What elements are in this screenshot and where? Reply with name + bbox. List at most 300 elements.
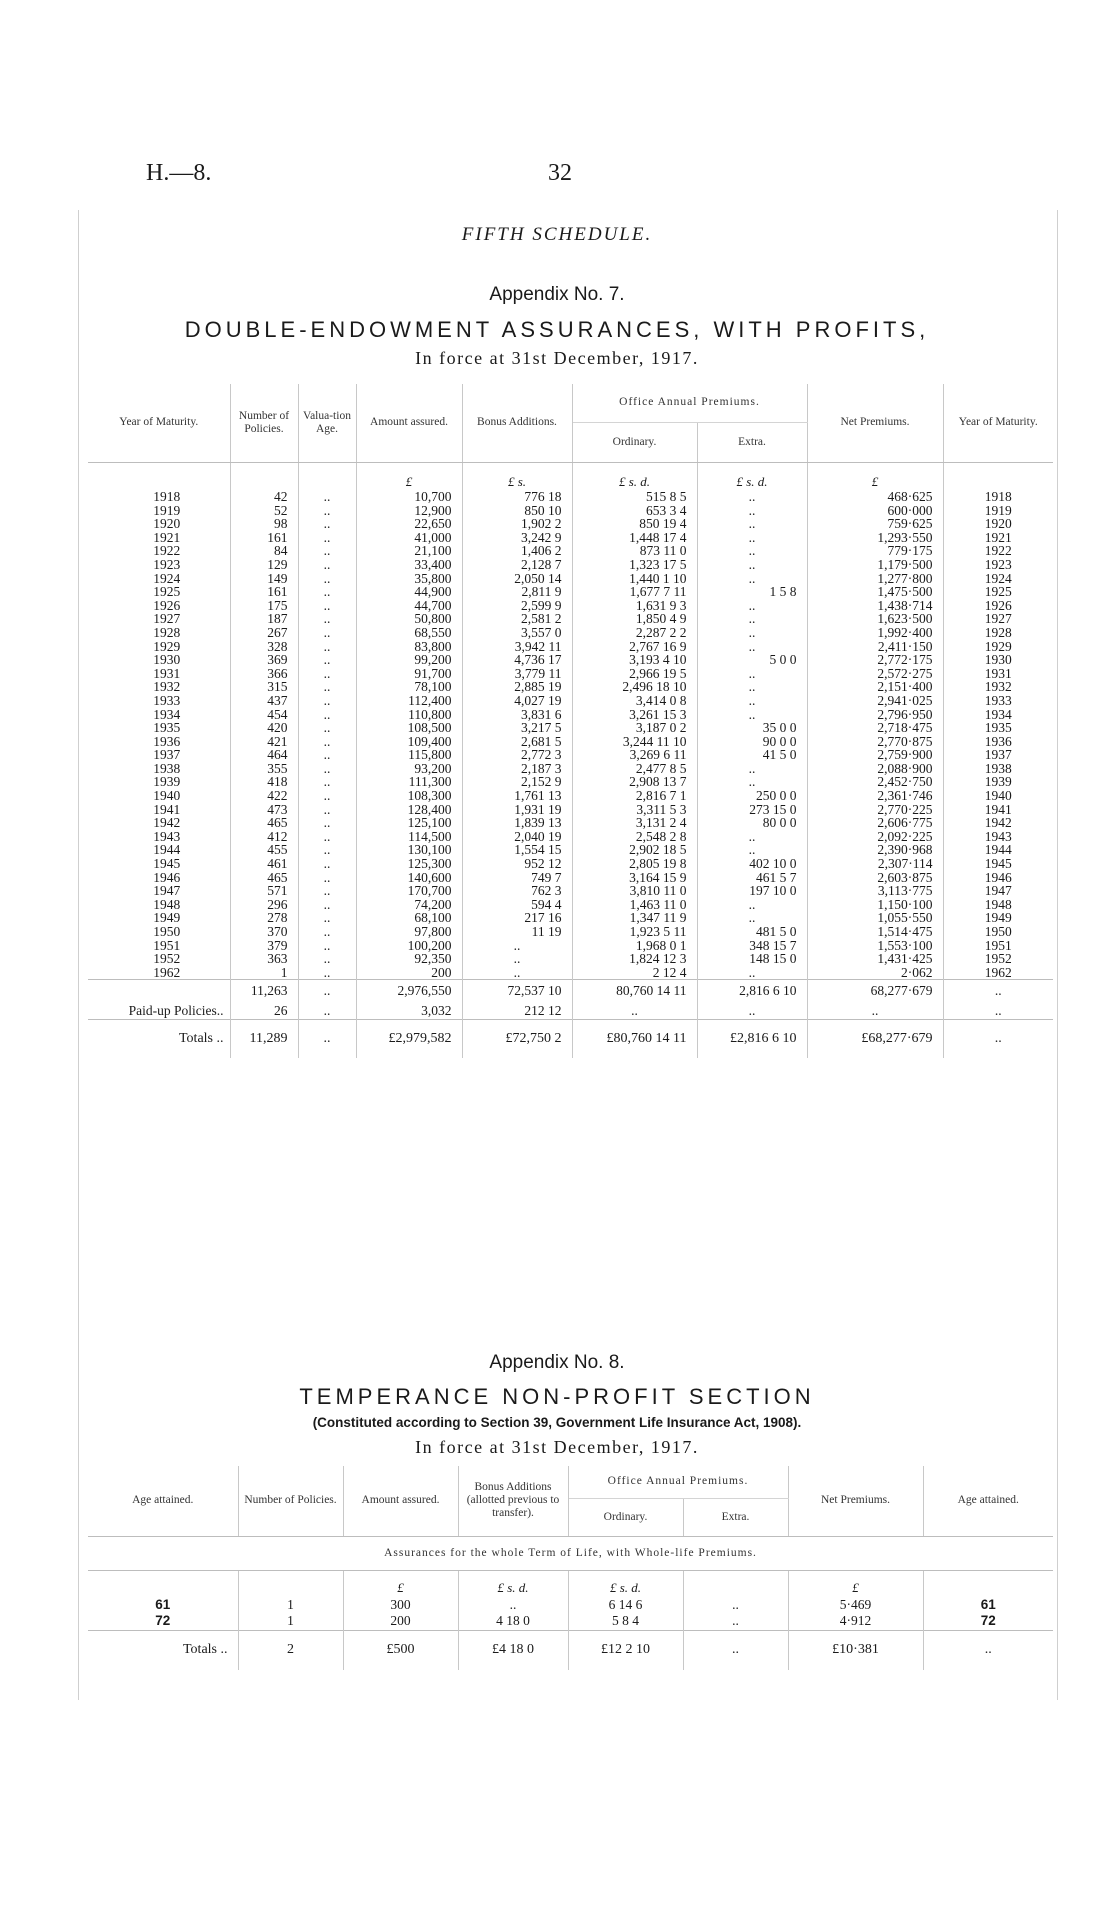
- year-right-cell: 1952: [984, 951, 1012, 967]
- net-premium-cell: 759·625: [807, 517, 943, 531]
- ordinary-premium-cell: 2,816 7 1: [572, 789, 697, 803]
- ordinary-premium-cell: 3,414 0 8: [572, 694, 697, 708]
- year-cell: 1918: [88, 490, 230, 504]
- policies-cell: 418: [230, 775, 298, 789]
- appendix8-subtitle: In force at 31st December, 1917.: [415, 1437, 699, 1457]
- a8-header-extra: Extra.: [683, 1498, 788, 1536]
- extra-premium-cell: 2,816 6 10: [697, 980, 807, 1002]
- year-right-cell: 1942: [984, 815, 1012, 831]
- bonus-cell: 2,599 9: [462, 599, 572, 613]
- year-right-cell: 1931: [984, 665, 1012, 681]
- table-row: [88, 952, 1053, 966]
- amount-cell: 109,400: [356, 735, 462, 749]
- net-premium-cell: 1,623·500: [807, 612, 943, 626]
- extra-premium-cell: 35 0 0: [697, 721, 807, 735]
- year-right-cell: 1944: [984, 842, 1012, 858]
- amount-cell: 200: [343, 1613, 458, 1630]
- policies-cell: 149: [230, 572, 298, 586]
- header-year-of-maturity: Year of Maturity.: [88, 384, 230, 462]
- bonus-cell: 2,040 19: [462, 830, 572, 844]
- bonus-cell: 2,885 19: [462, 680, 572, 694]
- net-premium-cell: 2,770·225: [807, 803, 943, 817]
- extra-premium-cell: ..: [697, 572, 807, 586]
- a8-unit-bonus: £ s. d.: [458, 1570, 568, 1596]
- year-cell: 1940: [88, 789, 230, 803]
- valuation-age-cell: ..: [298, 762, 356, 776]
- year-cell: 1925: [88, 585, 230, 599]
- table-row: [88, 1613, 1053, 1630]
- year-right-cell: 1924: [984, 570, 1012, 586]
- net-premium-cell: 4·912: [788, 1613, 923, 1630]
- bonus-cell: 2,050 14: [462, 572, 572, 586]
- year-right-cell: 1937: [984, 747, 1012, 763]
- valuation-age-cell: ..: [298, 803, 356, 817]
- table-row: [88, 884, 1053, 898]
- policies-cell: 26: [230, 1002, 298, 1020]
- table-row: [88, 694, 1053, 708]
- extra-premium-cell: 481 5 0: [697, 925, 807, 939]
- header-year-of-maturity-right: Year of Maturity.: [943, 384, 1053, 462]
- valuation-age-cell: ..: [298, 980, 356, 1002]
- policies-cell: 420: [230, 721, 298, 735]
- table-row: [88, 612, 1053, 626]
- year-cell: 1937: [88, 748, 230, 762]
- valuation-age-cell: ..: [298, 789, 356, 803]
- ordinary-premium-cell: 873 11 0: [572, 544, 697, 558]
- net-premium-cell: 1,055·550: [807, 911, 943, 925]
- net-premium-cell: 468·625: [807, 490, 943, 504]
- valuation-age-cell: ..: [298, 599, 356, 613]
- ordinary-premium-cell: 1,677 7 11: [572, 585, 697, 599]
- policies-cell: 379: [230, 939, 298, 953]
- policies-cell: 42: [230, 490, 298, 504]
- unit-bonus: £ s.: [462, 462, 572, 490]
- bonus-cell: 1,761 13: [462, 789, 572, 803]
- valuation-age-cell: ..: [298, 585, 356, 599]
- valuation-age-cell: ..: [298, 640, 356, 654]
- bonus-cell: 3,831 6: [462, 708, 572, 722]
- bonus-cell: 1,931 19: [462, 803, 572, 817]
- table-row: [88, 585, 1053, 599]
- policies-cell: 267: [230, 626, 298, 640]
- a8-header-age: Age attained.: [88, 1466, 238, 1536]
- policies-cell: 454: [230, 708, 298, 722]
- amount-cell: 125,100: [356, 816, 462, 830]
- valuation-age-cell: ..: [298, 572, 356, 586]
- bonus-cell: £72,750 2: [462, 1020, 572, 1058]
- valuation-age-cell: ..: [298, 884, 356, 898]
- year-cell: 1941: [88, 803, 230, 817]
- extra-premium-cell: ..: [697, 966, 807, 980]
- year-cell: 1935: [88, 721, 230, 735]
- net-premium-cell: 1,553·100: [807, 939, 943, 953]
- year-cell: 1949: [88, 911, 230, 925]
- net-premium-cell: 68,277·679: [807, 980, 943, 1002]
- header-valuation-age: Valua-tion Age.: [298, 384, 356, 462]
- table-row: [88, 653, 1053, 667]
- a8-header-age-right: Age attained.: [923, 1466, 1053, 1536]
- ordinary-premium-cell: 1,323 17 5: [572, 558, 697, 572]
- year-cell: 1928: [88, 626, 230, 640]
- policies-cell: 2: [238, 1630, 343, 1670]
- policies-cell: 363: [230, 952, 298, 966]
- table-row: [88, 830, 1053, 844]
- extra-premium-cell: ..: [697, 490, 807, 504]
- amount-cell: 110,800: [356, 708, 462, 722]
- bonus-cell: 2,681 5: [462, 735, 572, 749]
- year-cell: 1951: [88, 939, 230, 953]
- net-premium-cell: 2,796·950: [807, 708, 943, 722]
- extra-premium-cell: 5 0 0: [697, 653, 807, 667]
- amount-cell: 111,300: [356, 775, 462, 789]
- ordinary-premium-cell: ..: [572, 1002, 697, 1020]
- extra-premium-cell: ..: [697, 694, 807, 708]
- extra-premium-cell: ..: [697, 843, 807, 857]
- valuation-age-cell: ..: [298, 966, 356, 980]
- year-right-cell: 1943: [984, 828, 1012, 844]
- age-right-cell: 61: [980, 1596, 996, 1612]
- extra-premium-cell: ..: [697, 680, 807, 694]
- ordinary-premium-cell: 80,760 14 11: [572, 980, 697, 1002]
- net-premium-cell: 2·062: [807, 966, 943, 980]
- table-row: [88, 789, 1053, 803]
- table-row: [88, 640, 1053, 654]
- net-premium-cell: 2,452·750: [807, 775, 943, 789]
- net-premium-cell: 779·175: [807, 544, 943, 558]
- ordinary-premium-cell: 3,261 15 3: [572, 708, 697, 722]
- year-cell: 1942: [88, 816, 230, 830]
- amount-cell: 91,700: [356, 667, 462, 681]
- appendix7-table: [88, 384, 1053, 1058]
- amount-cell: 108,500: [356, 721, 462, 735]
- ordinary-premium-cell: 1,440 1 10: [572, 572, 697, 586]
- year-right-cell: 1939: [984, 774, 1012, 790]
- extra-premium-cell: ..: [697, 640, 807, 654]
- table-row: [88, 843, 1053, 857]
- amount-cell: £2,979,582: [356, 1020, 462, 1058]
- policies-cell: 355: [230, 762, 298, 776]
- table-row: [88, 898, 1053, 912]
- year-right-cell: 1948: [984, 896, 1012, 912]
- bonus-cell: 4 18 0: [458, 1613, 568, 1630]
- ordinary-premium-cell: 1,968 0 1: [572, 939, 697, 953]
- age-cell: 61: [88, 1596, 238, 1613]
- extra-premium-cell: ..: [683, 1596, 788, 1613]
- year-cell: 1929: [88, 640, 230, 654]
- net-premium-cell: 2,603·875: [807, 871, 943, 885]
- ordinary-premium-cell: 2,902 18 5: [572, 843, 697, 857]
- year-cell: 1948: [88, 898, 230, 912]
- net-premium-cell: 1,514·475: [807, 925, 943, 939]
- valuation-age-cell: ..: [298, 680, 356, 694]
- bonus-cell: ..: [462, 952, 572, 966]
- bonus-cell: ..: [462, 939, 572, 953]
- extra-premium-cell: 197 10 0: [697, 884, 807, 898]
- net-premium-cell: £68,277·679: [807, 1020, 943, 1058]
- net-premium-cell: 2,772·175: [807, 653, 943, 667]
- year-cell: 1936: [88, 735, 230, 749]
- year-cell: 1921: [88, 531, 230, 545]
- appendix8-heading: Appendix No. 8.: [489, 1352, 625, 1373]
- policies-cell: 366: [230, 667, 298, 681]
- page-reference: H.—8.: [146, 160, 212, 186]
- amount-cell: 12,900: [356, 504, 462, 518]
- valuation-age-cell: ..: [298, 775, 356, 789]
- extra-premium-cell: 273 15 0: [697, 803, 807, 817]
- a8-header-net: Net Premiums.: [788, 1466, 923, 1536]
- extra-premium-cell: ..: [697, 599, 807, 613]
- header-office-annual-premiums: Office Annual Premiums.: [572, 384, 807, 422]
- unit-ordinary: £ s. d.: [572, 462, 697, 490]
- header-bonus-additions: Bonus Additions.: [462, 384, 572, 462]
- net-premium-cell: 2,092·225: [807, 830, 943, 844]
- table-row: [88, 572, 1053, 586]
- valuation-age-cell: ..: [298, 871, 356, 885]
- table-row: [88, 558, 1053, 572]
- age-cell: Totals ..: [88, 1630, 238, 1670]
- extra-premium-cell: ..: [697, 626, 807, 640]
- year-right-cell: 1938: [984, 760, 1012, 776]
- year-right-cell: 1946: [984, 869, 1012, 885]
- amount-cell: 130,100: [356, 843, 462, 857]
- net-premium-cell: 2,718·475: [807, 721, 943, 735]
- appendix8-table: [88, 1466, 1053, 1670]
- table-row: [88, 1596, 1053, 1613]
- table-row: [88, 911, 1053, 925]
- valuation-age-cell: ..: [298, 1020, 356, 1058]
- table-row: [88, 735, 1053, 749]
- page-number: 32: [548, 160, 572, 186]
- ordinary-premium-cell: 850 19 4: [572, 517, 697, 531]
- year-right-cell: 1947: [984, 883, 1012, 899]
- amount-cell: £500: [343, 1630, 458, 1670]
- ordinary-premium-cell: 3,187 0 2: [572, 721, 697, 735]
- valuation-age-cell: ..: [298, 708, 356, 722]
- bonus-cell: 1,406 2: [462, 544, 572, 558]
- ordinary-premium-cell: 2,287 2 2: [572, 626, 697, 640]
- net-premium-cell: 2,361·746: [807, 789, 943, 803]
- year-cell: 1923: [88, 558, 230, 572]
- age-right-cell: ..: [923, 1630, 1053, 1670]
- age-right-cell: 72: [980, 1613, 996, 1629]
- extra-premium-cell: 250 0 0: [697, 789, 807, 803]
- policies-cell: 455: [230, 843, 298, 857]
- year-right-cell: 1928: [984, 624, 1012, 640]
- extra-premium-cell: ..: [697, 531, 807, 545]
- bonus-cell: 4,027 19: [462, 694, 572, 708]
- year-right-cell: 1921: [984, 529, 1012, 545]
- a8-unit-net: £: [788, 1570, 923, 1596]
- amount-cell: 2,976,550: [356, 980, 462, 1002]
- extra-premium-cell: ..: [697, 911, 807, 925]
- policies-cell: 465: [230, 816, 298, 830]
- schedule-title: FIFTH SCHEDULE.: [461, 224, 653, 245]
- a8-header-ordinary: Ordinary.: [568, 1498, 683, 1536]
- valuation-age-cell: ..: [298, 490, 356, 504]
- bonus-cell: 850 10: [462, 504, 572, 518]
- year-right-cell: 1926: [984, 597, 1012, 613]
- bonus-cell: 3,217 5: [462, 721, 572, 735]
- valuation-age-cell: ..: [298, 830, 356, 844]
- year-cell: 1938: [88, 762, 230, 776]
- policies-cell: 187: [230, 612, 298, 626]
- table-row: [88, 626, 1053, 640]
- valuation-age-cell: ..: [298, 911, 356, 925]
- net-premium-cell: 2,307·114: [807, 857, 943, 871]
- valuation-age-cell: ..: [298, 558, 356, 572]
- table-row: [88, 762, 1053, 776]
- year-cell: Totals ..: [88, 1020, 230, 1058]
- bonus-cell: 762 3: [462, 884, 572, 898]
- subtotal-row: [88, 980, 1053, 1002]
- bonus-cell: 776 18: [462, 490, 572, 504]
- net-premium-cell: 2,759·900: [807, 748, 943, 762]
- amount-cell: 21,100: [356, 544, 462, 558]
- amount-cell: 200: [356, 966, 462, 980]
- year-right-cell: 1932: [984, 679, 1012, 695]
- totals-row: [88, 1020, 1053, 1058]
- valuation-age-cell: ..: [298, 612, 356, 626]
- extra-premium-cell: ..: [697, 504, 807, 518]
- header-net-premiums: Net Premiums.: [807, 384, 943, 462]
- valuation-age-cell: ..: [298, 667, 356, 681]
- year-right-cell: 1945: [984, 856, 1012, 872]
- year-cell: 1943: [88, 830, 230, 844]
- ordinary-premium-cell: 3,244 11 10: [572, 735, 697, 749]
- amount-cell: 140,600: [356, 871, 462, 885]
- bonus-cell: 11 19: [462, 925, 572, 939]
- policies-cell: 369: [230, 653, 298, 667]
- amount-cell: 22,650: [356, 517, 462, 531]
- bonus-cell: 72,537 10: [462, 980, 572, 1002]
- ordinary-premium-cell: 2,496 18 10: [572, 680, 697, 694]
- year-cell: 1947: [88, 884, 230, 898]
- year-cell: 1927: [88, 612, 230, 626]
- table-row: [88, 721, 1053, 735]
- valuation-age-cell: ..: [298, 626, 356, 640]
- a8-section-label: Assurances for the whole Term of Life, with Whole-life Premiums.: [88, 1536, 1053, 1570]
- year-right-cell: 1929: [984, 638, 1012, 654]
- policies-cell: 422: [230, 789, 298, 803]
- bonus-cell: 4,736 17: [462, 653, 572, 667]
- year-right-cell: 1918: [984, 489, 1012, 504]
- valuation-age-cell: ..: [298, 952, 356, 966]
- policies-cell: 461: [230, 857, 298, 871]
- amount-cell: 93,200: [356, 762, 462, 776]
- year-cell: 1919: [88, 504, 230, 518]
- net-premium-cell: £10·381: [788, 1630, 923, 1670]
- bonus-cell: 3,779 11: [462, 667, 572, 681]
- appendix8-caption: (Constituted according to Section 39, Government Life Insurance Act, 1908).: [312, 1415, 802, 1430]
- year-cell: 1934: [88, 708, 230, 722]
- bonus-cell: 1,902 2: [462, 517, 572, 531]
- age-cell: 72: [88, 1613, 238, 1630]
- valuation-age-cell: ..: [298, 517, 356, 531]
- year-right-cell: 1951: [984, 937, 1012, 953]
- appendix7-subtitle: In force at 31st December, 1917.: [415, 348, 699, 368]
- net-premium-cell: 2,770·875: [807, 735, 943, 749]
- policies-cell: 464: [230, 748, 298, 762]
- a8-unit-ordinary: £ s. d.: [568, 1570, 683, 1596]
- year-cell: 1944: [88, 843, 230, 857]
- amount-cell: 35,800: [356, 572, 462, 586]
- extra-premium-cell: ..: [697, 544, 807, 558]
- net-premium-cell: 5·469: [788, 1596, 923, 1613]
- year-right-cell: ..: [943, 1020, 1053, 1058]
- table-row: [88, 490, 1053, 504]
- year-right-cell: 1941: [984, 801, 1012, 817]
- valuation-age-cell: ..: [298, 721, 356, 735]
- extra-premium-cell: ..: [697, 762, 807, 776]
- valuation-age-cell: ..: [298, 531, 356, 545]
- ordinary-premium-cell: £12 2 10: [568, 1630, 683, 1670]
- bonus-cell: ..: [462, 966, 572, 980]
- amount-cell: 41,000: [356, 531, 462, 545]
- policies-cell: 98: [230, 517, 298, 531]
- a8-header-bonus: Bonus Additions (allotted previous to transfer).: [458, 1466, 568, 1536]
- net-premium-cell: 2,411·150: [807, 640, 943, 654]
- extra-premium-cell: 90 0 0: [697, 735, 807, 749]
- extra-premium-cell: 402 10 0: [697, 857, 807, 871]
- net-premium-cell: 1,179·500: [807, 558, 943, 572]
- valuation-age-cell: ..: [298, 857, 356, 871]
- year-cell: 1939: [88, 775, 230, 789]
- table-row: [88, 504, 1053, 518]
- amount-cell: 68,100: [356, 911, 462, 925]
- net-premium-cell: 1,150·100: [807, 898, 943, 912]
- bonus-cell: 749 7: [462, 871, 572, 885]
- appendix7-title: DOUBLE-ENDOWMENT ASSURANCES, WITH PROFITS,: [184, 317, 930, 342]
- ordinary-premium-cell: 3,164 15 9: [572, 871, 697, 885]
- year-cell: 1933: [88, 694, 230, 708]
- table-row: [88, 531, 1053, 545]
- amount-cell: 50,800: [356, 612, 462, 626]
- valuation-age-cell: ..: [298, 735, 356, 749]
- table-row: [88, 748, 1053, 762]
- year-right-cell: ..: [943, 980, 1053, 1002]
- unit-amount: £: [356, 462, 462, 490]
- header-amount-assured: Amount assured.: [356, 384, 462, 462]
- bonus-cell: 2,581 2: [462, 612, 572, 626]
- table-row: [88, 939, 1053, 953]
- policies-cell: 52: [230, 504, 298, 518]
- policies-cell: 328: [230, 640, 298, 654]
- policies-cell: 571: [230, 884, 298, 898]
- ordinary-premium-cell: 515 8 5: [572, 490, 697, 504]
- net-premium-cell: 1,431·425: [807, 952, 943, 966]
- policies-cell: 175: [230, 599, 298, 613]
- extra-premium-cell: 461 5 7: [697, 871, 807, 885]
- amount-cell: 100,200: [356, 939, 462, 953]
- year-right-cell: 1962: [984, 964, 1012, 980]
- ordinary-premium-cell: 1,347 11 9: [572, 911, 697, 925]
- ordinary-premium-cell: 5 8 4: [568, 1613, 683, 1630]
- year-cell: 1946: [88, 871, 230, 885]
- year-cell: 1930: [88, 653, 230, 667]
- bonus-cell: 1,839 13: [462, 816, 572, 830]
- ordinary-premium-cell: 2,805 19 8: [572, 857, 697, 871]
- table-row: [88, 816, 1053, 830]
- table-row: [88, 803, 1053, 817]
- amount-cell: 97,800: [356, 925, 462, 939]
- table-row: [88, 857, 1053, 871]
- bonus-cell: 2,187 3: [462, 762, 572, 776]
- amount-cell: 78,100: [356, 680, 462, 694]
- totals-row: [88, 1630, 1053, 1670]
- extra-premium-cell: ..: [683, 1630, 788, 1670]
- header-extra: Extra.: [697, 422, 807, 462]
- bonus-cell: 952 12: [462, 857, 572, 871]
